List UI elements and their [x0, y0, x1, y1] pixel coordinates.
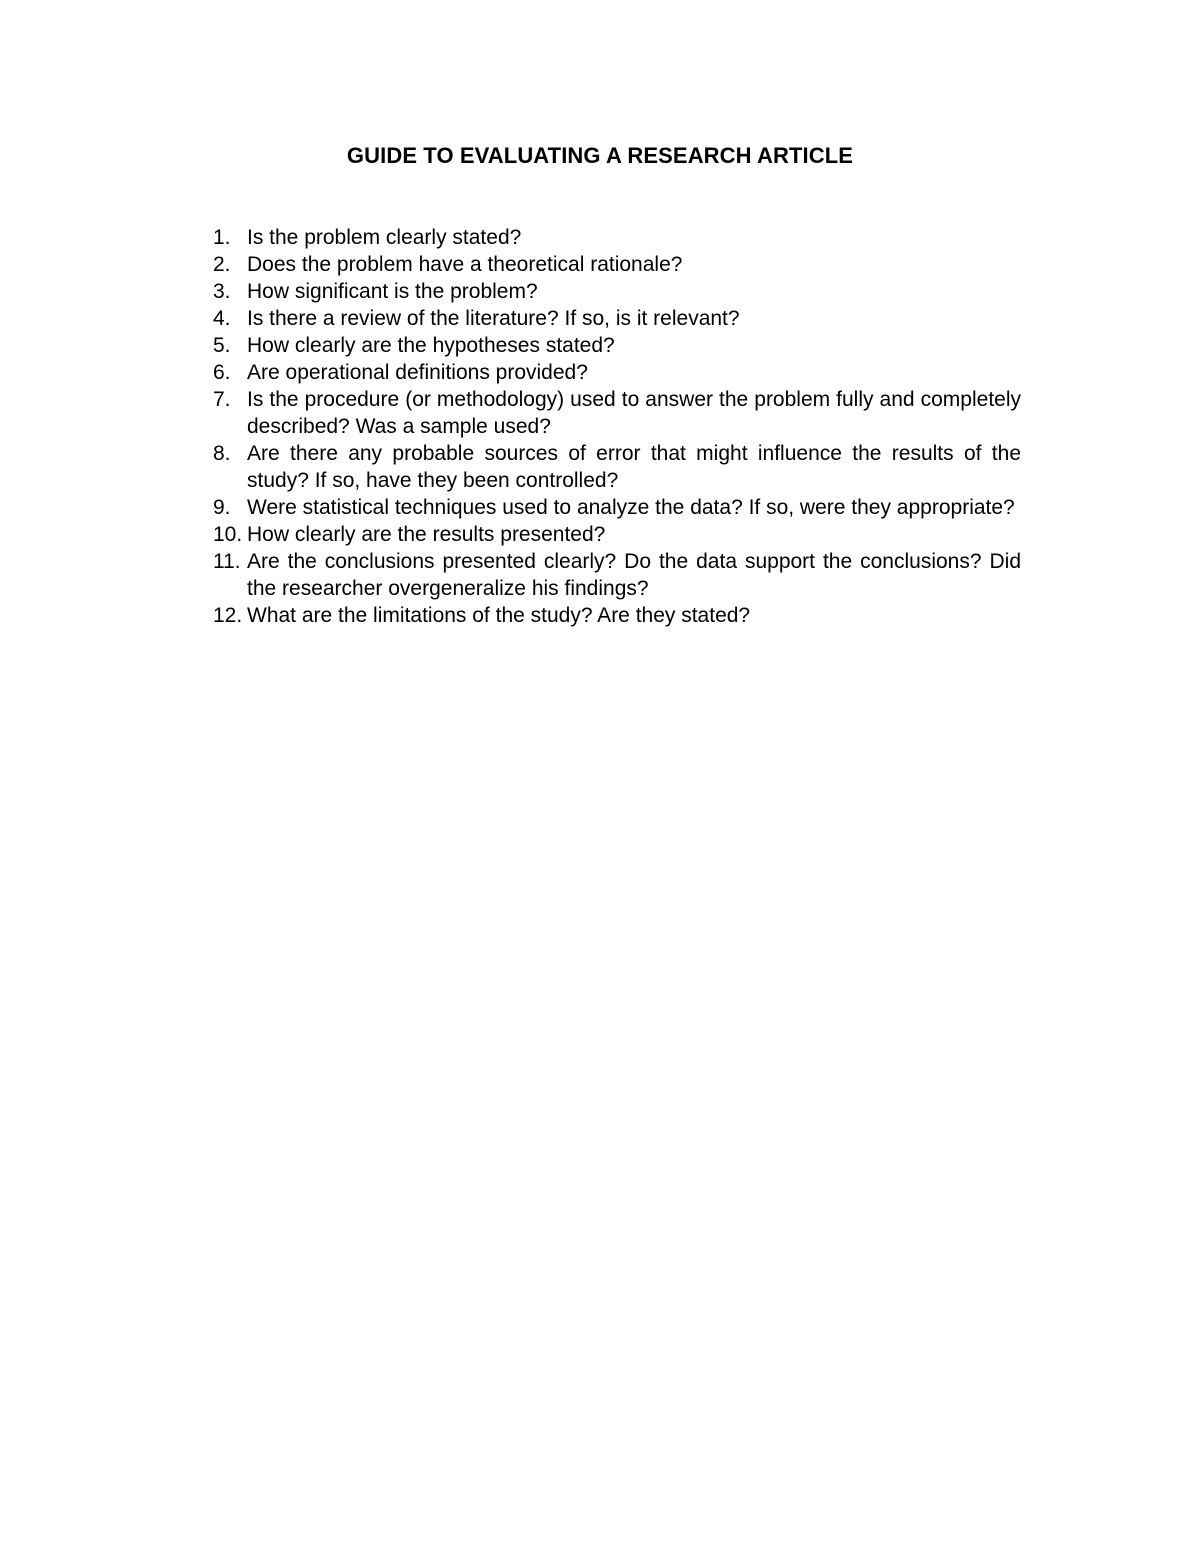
list-item — [213, 386, 1021, 440]
item-text: Is there a review of the literature? If so, is it relevant? — [247, 307, 740, 330]
item-text: How clearly are the hypotheses stated? — [247, 334, 615, 357]
item-text: What are the limitations of the study? Are they stated? — [247, 604, 751, 627]
item-number: 12. — [213, 604, 243, 627]
item-number: 5. — [213, 334, 231, 357]
item-text: Does the problem have a theoretical rationale? — [247, 253, 683, 276]
item-number: 4. — [213, 307, 231, 330]
item-number: 11. — [213, 550, 241, 573]
list-item — [213, 332, 1021, 359]
item-number: 3. — [213, 280, 231, 303]
list-item — [213, 521, 1021, 548]
item-text: How significant is the problem? — [247, 280, 538, 303]
item-number: 9. — [213, 496, 231, 519]
list-item — [213, 359, 1021, 386]
item-number: 10. — [213, 523, 243, 546]
item-number: 8. — [213, 442, 231, 465]
list-item — [213, 548, 1021, 602]
list-item — [213, 224, 1021, 251]
item-text: Is the problem clearly stated? — [247, 226, 522, 249]
list-item — [213, 602, 1021, 629]
item-text: Are operational definitions provided? — [247, 361, 588, 384]
item-number: 6. — [213, 361, 231, 384]
item-number: 2. — [213, 253, 231, 276]
item-text: Are there any probable sources of error that might influence the results of the study? If so, have they been controlled? — [247, 442, 1021, 492]
list-item — [213, 278, 1021, 305]
list-item — [213, 251, 1021, 278]
list-item — [213, 305, 1021, 332]
list-item — [213, 440, 1021, 494]
item-number: 1. — [213, 226, 231, 249]
list-item — [213, 494, 1021, 521]
item-text: Were statistical techniques used to analyze the data? If so, were they appropriate? — [247, 496, 1015, 519]
item-text: How clearly are the results presented? — [247, 523, 606, 546]
document-title: GUIDE TO EVALUATING A RESEARCH ARTICLE — [346, 143, 854, 168]
item-number: 7. — [213, 388, 231, 411]
question-list — [213, 224, 1021, 629]
item-text: Is the procedure (or methodology) used to answer the problem fully and completely described? Was a sample used? — [247, 388, 1021, 438]
item-text: Are the conclusions presented clearly? Do the data support the conclusions? Did the researcher overgeneralize his findings? — [247, 550, 1021, 600]
